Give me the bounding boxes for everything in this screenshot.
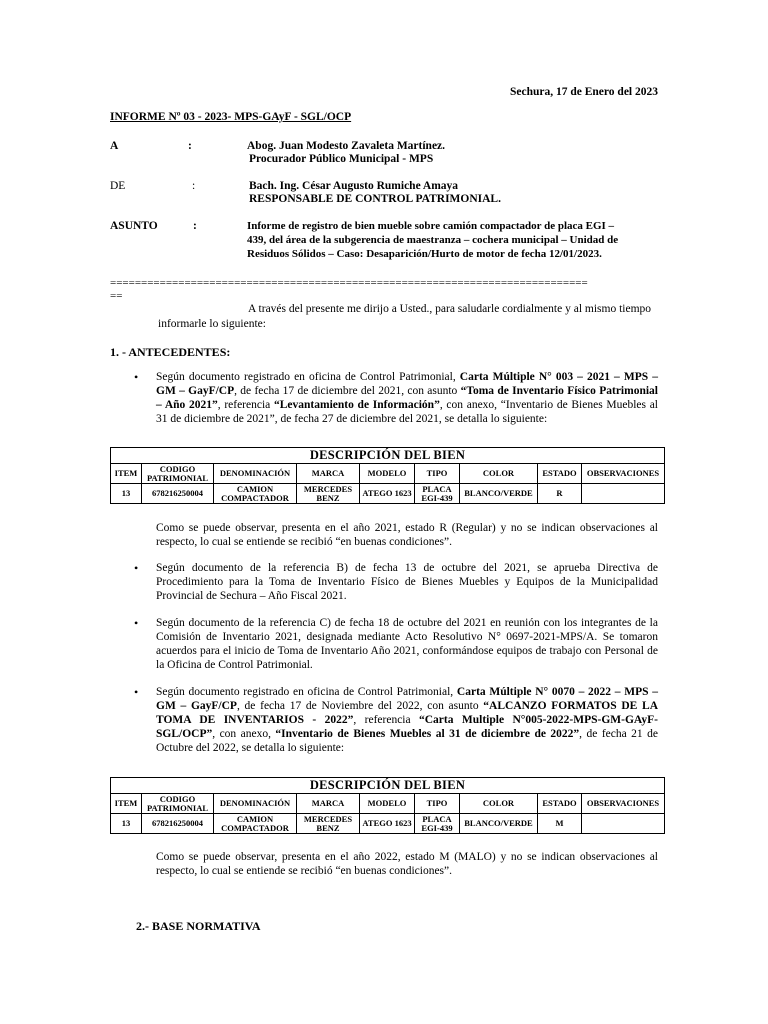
from-label: DE — [110, 180, 126, 192]
subject-label: ASUNTO — [110, 220, 158, 232]
header-tipo: TIPO — [415, 794, 460, 814]
header-denominacion: DENOMINACIÓN — [214, 464, 297, 484]
cell-estado: R — [538, 484, 582, 504]
paragraph-carta-2022: Según documento registrado en oficina de Control Patrimonial, Carta Múltiple N° 0070 – 2022 – MPS – GM – GayF/CP, de fecha 17 de Noviembre del 2022, con asunto “ALCANZO FORMATOS DE LA TOMA DE INVENTARIOS - 2022”, referencia “Carta Multiple N°005-2022-MPS-GM-GAyF-SGL/OCP”, con anexo, “Inventario de Bienes Muebles al 31 de diciembre de 2022”, de fecha 21 de Octubre del 2022, se detalla lo siguiente: — [156, 686, 659, 754]
cell-estado: M — [538, 814, 582, 834]
table-title: DESCRIPCIÓN DEL BIEN — [111, 448, 665, 464]
table-row — [111, 814, 665, 834]
cell-item: 13 — [111, 484, 142, 504]
table-header-row — [111, 464, 665, 484]
header-codigo: CODIGO PATRIMONIAL — [142, 794, 214, 814]
header-codigo: CODIGO PATRIMONIAL — [142, 464, 214, 484]
separator-line: ============================================================================= — [110, 277, 588, 289]
cell-codigo: 678216250004 — [142, 484, 214, 504]
header-color: COLOR — [460, 464, 538, 484]
cell-color: BLANCO/VERDE — [460, 484, 538, 504]
section-2-heading: 2.- BASE NORMATIVA — [136, 919, 261, 933]
header-modelo: MODELO — [360, 794, 415, 814]
bullet-icon: • — [134, 616, 139, 630]
asset-description-table-2021 — [110, 447, 665, 504]
paragraph-carta-2021: Según documento registrado en oficina de Control Patrimonial, Carta Múltiple N° 003 – 2021 – MPS – GM – GayF/CP, de fecha 17 de diciembre del 2021, con asunto “Toma de Inventario Físico Patrimonial – Año 2021”, referencia “Levantamiento de Información”, con anexo, “Inventario de Bienes Muebles al 31 de diciembre de 2021”, de fecha 27 de diciembre del 2021, se detalla lo siguiente: — [156, 371, 658, 425]
header-denominacion: DENOMINACIÓN — [214, 794, 297, 814]
header-observaciones: OBSERVACIONES — [582, 794, 665, 814]
from-name: Bach. Ing. César Augusto Rumiche Amaya — [249, 180, 459, 192]
cell-codigo: 678216250004 — [142, 814, 214, 834]
table-row — [111, 484, 665, 504]
subject-line-2: 439, del área de la subgerencia de maestranza – cochera municipal – Unidad de — [247, 234, 619, 246]
header-modelo: MODELO — [360, 464, 415, 484]
paragraph-referencia-c: Según documento de la referencia C) de fecha 18 de octubre del 2021 en reunión con los integrantes de la Comisión de Inventario 2021, designada mediante Acto Resolutivo N° 0697-2021-MPS/A. Se tomaron acuerdos para el inicio de Toma de Inventario Año 2021, conformándose equipos de trabajo con Personal de la Oficina de Control Patrimonial. — [156, 617, 658, 671]
asset-description-table-2022 — [110, 777, 665, 834]
document-date: Sechura, 17 de Enero del 2023 — [509, 86, 658, 98]
cell-item: 13 — [111, 814, 142, 834]
cell-observaciones — [582, 484, 665, 504]
header-observaciones: OBSERVACIONES — [582, 464, 665, 484]
cell-tipo: PLACA EGI-439 — [415, 814, 460, 834]
bullet-icon: • — [134, 370, 139, 384]
table-header-row — [111, 794, 665, 814]
bullet-icon: • — [134, 561, 139, 575]
subject-colon: : — [193, 220, 197, 232]
to-colon: : — [188, 140, 192, 152]
bullet-icon: • — [134, 685, 139, 699]
to-name: Abog. Juan Modesto Zavaleta Martínez. — [247, 140, 446, 152]
header-marca: MARCA — [297, 464, 360, 484]
report-title: INFORME Nº 03 - 2023- MPS-GAyF - SGL/OCP — [110, 111, 352, 123]
cell-marca: MERCEDES BENZ — [297, 814, 360, 834]
intro-line-2: informarle lo siguiente: — [158, 318, 266, 330]
header-tipo: TIPO — [415, 464, 460, 484]
note-2021: Como se puede observar, presenta en el año 2021, estado R (Regular) y no se indican observaciones al respecto, lo cual se entiende se recibió “en buenas condiciones”. — [156, 522, 658, 548]
cell-modelo: ATEGO 1623 — [360, 484, 415, 504]
separator-line-tail: == — [110, 290, 123, 302]
to-label: A — [110, 140, 119, 152]
header-color: COLOR — [460, 794, 538, 814]
header-estado: ESTADO — [538, 794, 582, 814]
table-title: DESCRIPCIÓN DEL BIEN — [111, 778, 665, 794]
to-role: Procurador Público Municipal - MPS — [249, 153, 434, 165]
subject-line-1: Informe de registro de bien mueble sobre camión compactador de placa EGI – — [247, 220, 615, 232]
subject-line-3: Residuos Sólidos – Caso: Desaparición/Hurto de motor de fecha 12/01/2023. — [247, 248, 602, 260]
header-estado: ESTADO — [538, 464, 582, 484]
paragraph-referencia-b: Según documento de la referencia B) de fecha 13 de octubre del 2021, se aprueba Directiva de Procedimiento para la Toma de Inventario Físico de Bienes Muebles y Equipos de la Municipalidad Provincial de Sechura – Año Fiscal 2021. — [156, 562, 658, 602]
cell-color: BLANCO/VERDE — [460, 814, 538, 834]
cell-denominacion: CAMION COMPACTADOR — [214, 484, 297, 504]
cell-modelo: ATEGO 1623 — [360, 814, 415, 834]
section-1-heading: 1. - ANTECEDENTES: — [110, 345, 231, 359]
cell-marca: MERCEDES BENZ — [297, 484, 360, 504]
note-2022: Como se puede observar, presenta en el año 2022, estado M (MALO) y no se indican observaciones al respecto, lo cual se entiende se recibió “en buenas condiciones”. — [156, 851, 658, 877]
from-colon: : — [192, 180, 196, 192]
header-item: ITEM — [111, 794, 142, 814]
header-item: ITEM — [111, 464, 142, 484]
from-role: RESPONSABLE DE CONTROL PATRIMONIAL. — [249, 193, 501, 205]
intro-line-1: A través del presente me dirijo a Usted., para saludarle cordialmente y al mismo tiempo — [248, 303, 652, 315]
cell-denominacion: CAMION COMPACTADOR — [214, 814, 297, 834]
cell-observaciones — [582, 814, 665, 834]
header-marca: MARCA — [297, 794, 360, 814]
cell-tipo: PLACA EGI-439 — [415, 484, 460, 504]
